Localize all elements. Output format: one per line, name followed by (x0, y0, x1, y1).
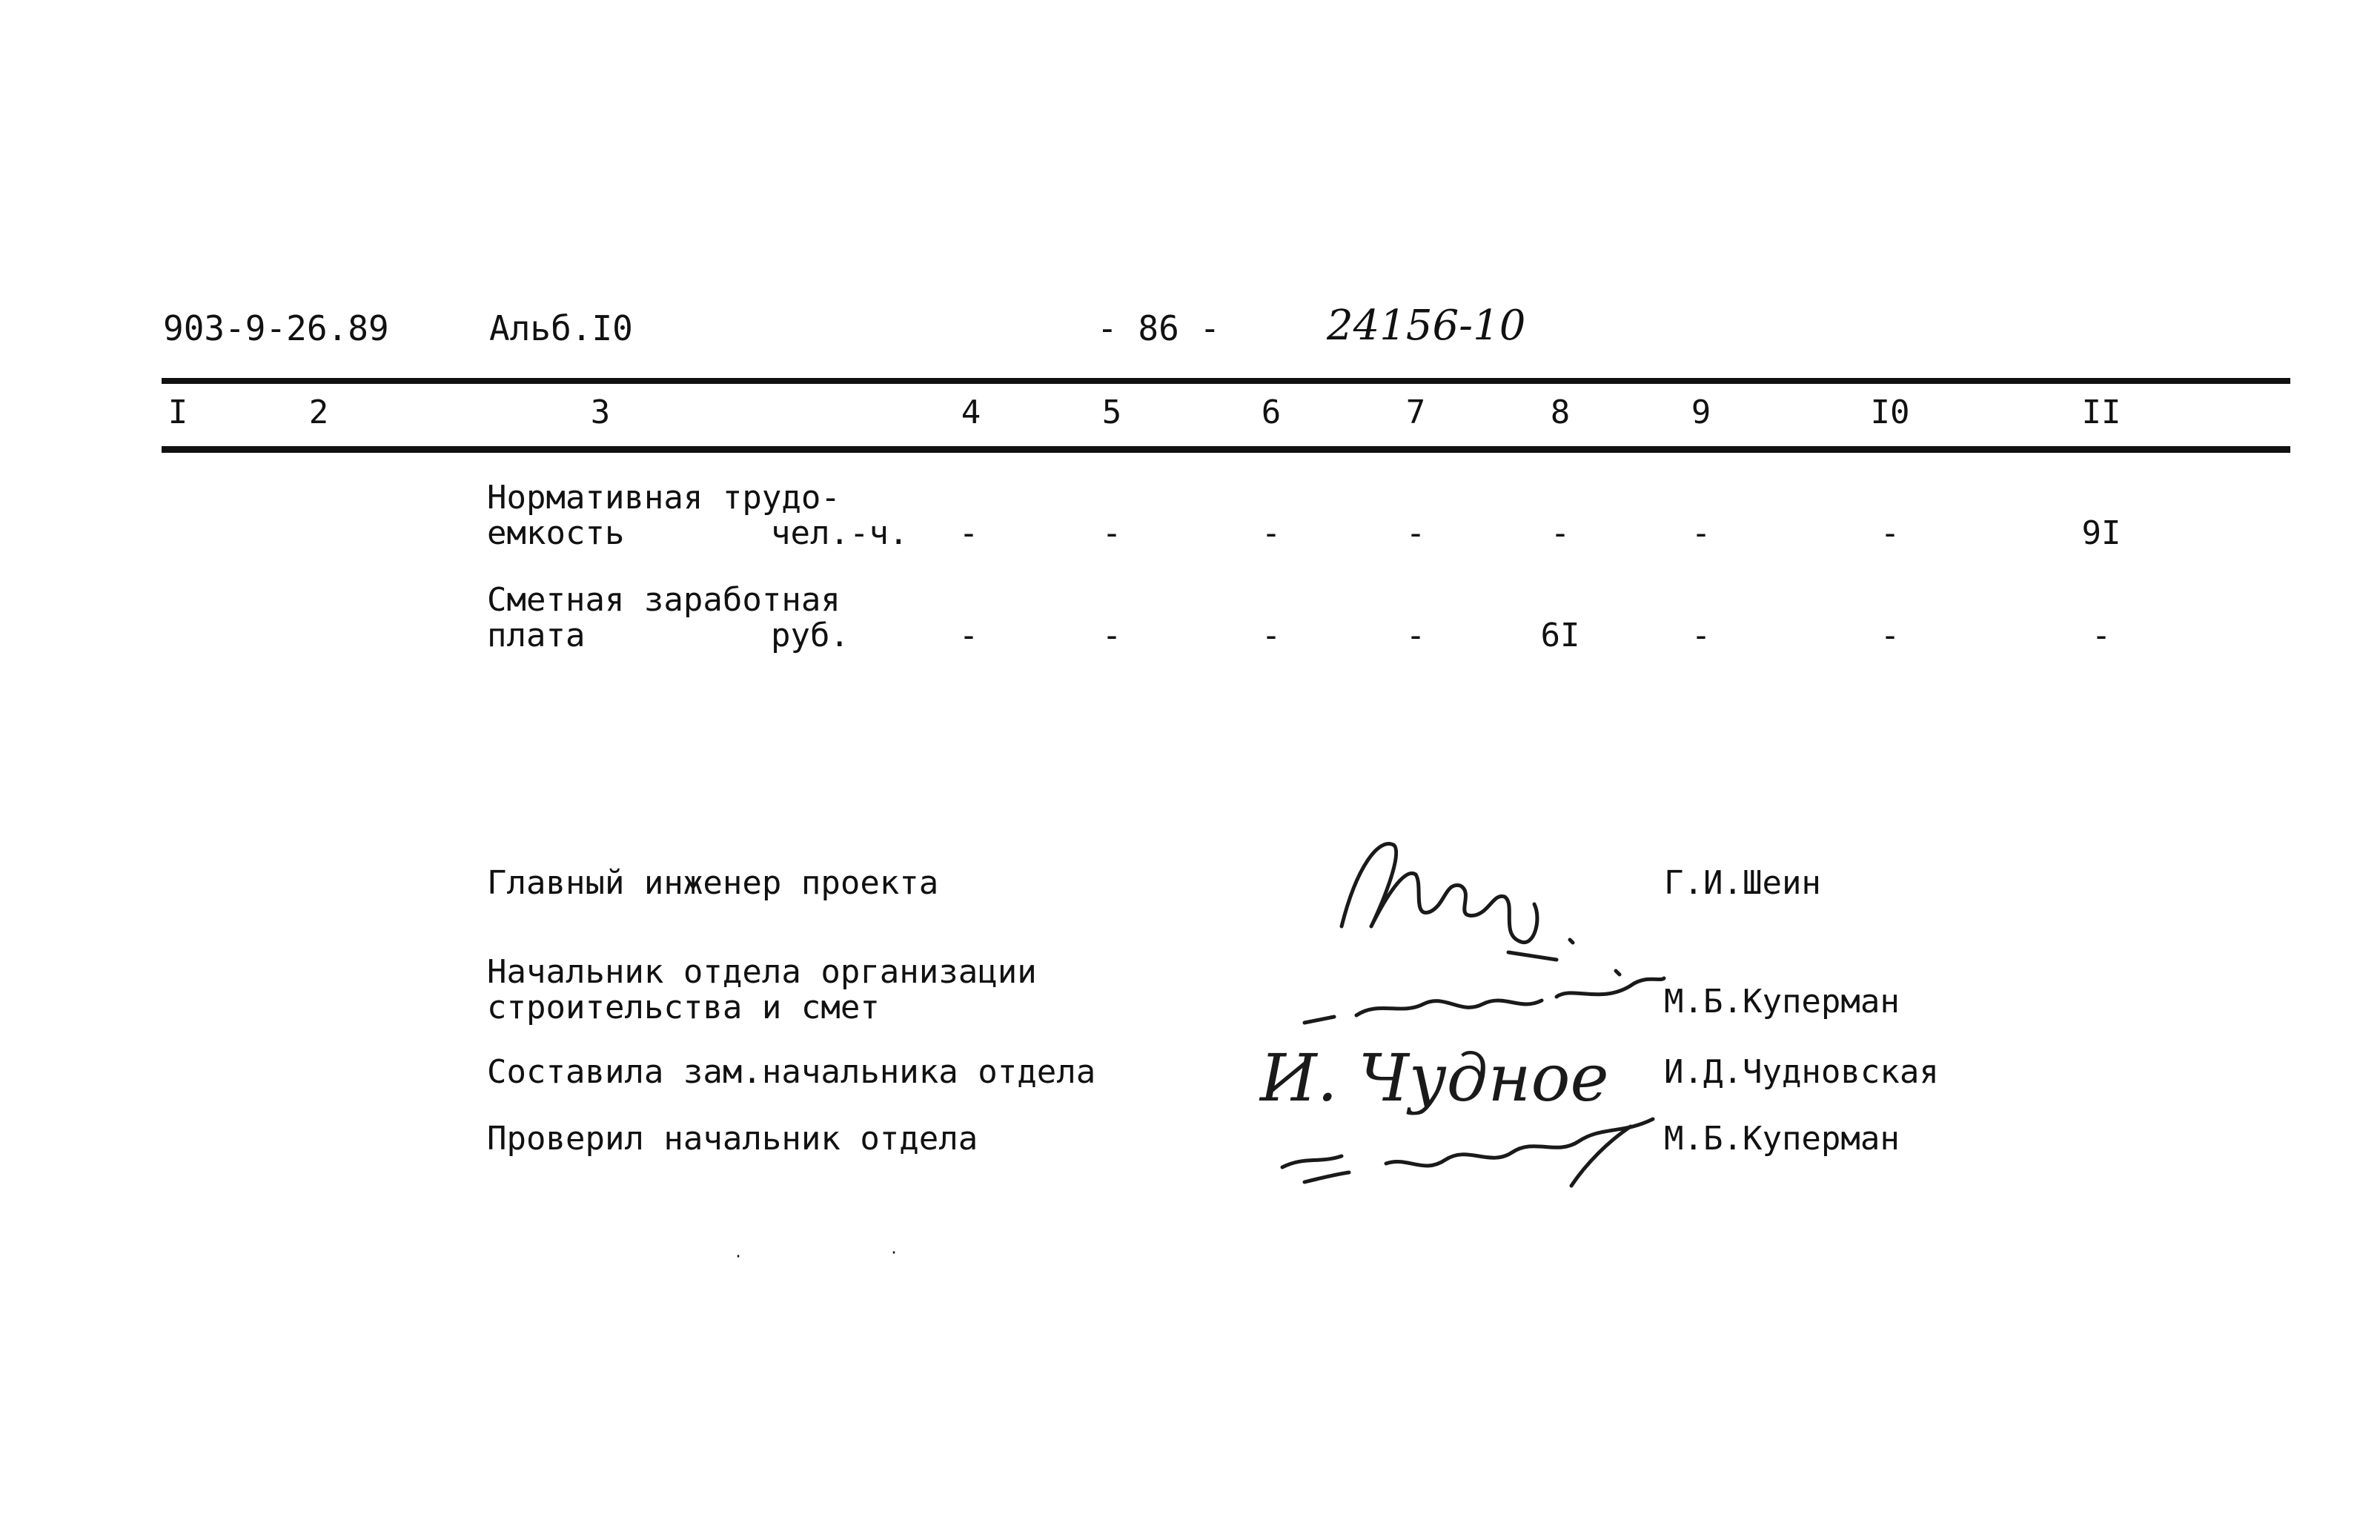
table-header-rule (162, 446, 2290, 453)
stray-dot: · (889, 1244, 899, 1261)
signature-department-head (1290, 963, 1675, 1045)
column-number: 8 (1550, 394, 1571, 431)
column-number: I (168, 394, 188, 431)
album-number: Альб.I0 (489, 308, 633, 348)
table-cell: - (1691, 617, 1711, 654)
signatory-role: Составила зам.начальника отдела (487, 1053, 1096, 1091)
stray-dot: · (734, 1247, 743, 1265)
table-cell: - (1261, 617, 1282, 654)
signatory-role: Проверил начальник отдела (487, 1120, 978, 1158)
column-number: 7 (1405, 394, 1426, 431)
table-cell: - (1405, 617, 1426, 654)
table-cell: - (1261, 514, 1282, 552)
column-number: 3 (590, 394, 611, 431)
column-number: 6 (1261, 394, 1282, 431)
table-cell: - (1405, 514, 1426, 552)
signature-compiler-text: И. Чудное (1260, 1040, 1609, 1116)
signatory-role-line2: строительства и смет (487, 989, 880, 1026)
column-number: 2 (308, 394, 329, 431)
table-cell: - (1880, 617, 1900, 654)
row-label-line2: емкость (487, 514, 625, 552)
signature-chief-engineer (1334, 823, 1601, 963)
signatory-name: И.Д.Чудновская (1664, 1053, 1939, 1091)
table-cell: - (1101, 514, 1122, 552)
row-label-line1: Нормативная трудо- (487, 479, 841, 517)
row-unit: чел.-ч. (771, 514, 909, 552)
signatory-name: М.Б.Куперман (1664, 1120, 1900, 1158)
signatory-name: М.Б.Куперман (1664, 983, 1900, 1020)
column-number: 9 (1691, 394, 1711, 431)
table-cell: 6I (1540, 617, 1580, 654)
table-cell: - (958, 514, 979, 552)
signature-checker (1275, 1104, 1668, 1201)
table-cell: - (1550, 514, 1571, 552)
signatory-name: Г.И.Шеин (1664, 864, 1821, 902)
table-cell: - (1691, 514, 1711, 552)
table-cell: 9I (2081, 514, 2121, 552)
column-number: 4 (961, 394, 981, 431)
table-top-rule (162, 378, 2290, 384)
row-label-line2: плата (487, 617, 586, 654)
column-number: 5 (1101, 394, 1122, 431)
document-code: 903-9-26.89 (163, 308, 389, 348)
row-label-line1: Сметная заработная (487, 581, 841, 619)
column-number: II (2081, 394, 2121, 431)
table-cell: - (2091, 617, 2112, 654)
column-number: I0 (1870, 394, 1910, 431)
table-cell: - (1101, 617, 1122, 654)
page-number: - 86 - (1097, 308, 1221, 348)
row-unit: руб. (771, 617, 849, 654)
signatory-role: Начальник отдела организации (487, 953, 1037, 991)
table-cell: - (958, 617, 979, 654)
signatory-role: Главный инженер проекта (487, 864, 939, 902)
table-cell: - (1880, 514, 1900, 552)
inventory-number: 24156-10 (1327, 302, 1526, 350)
